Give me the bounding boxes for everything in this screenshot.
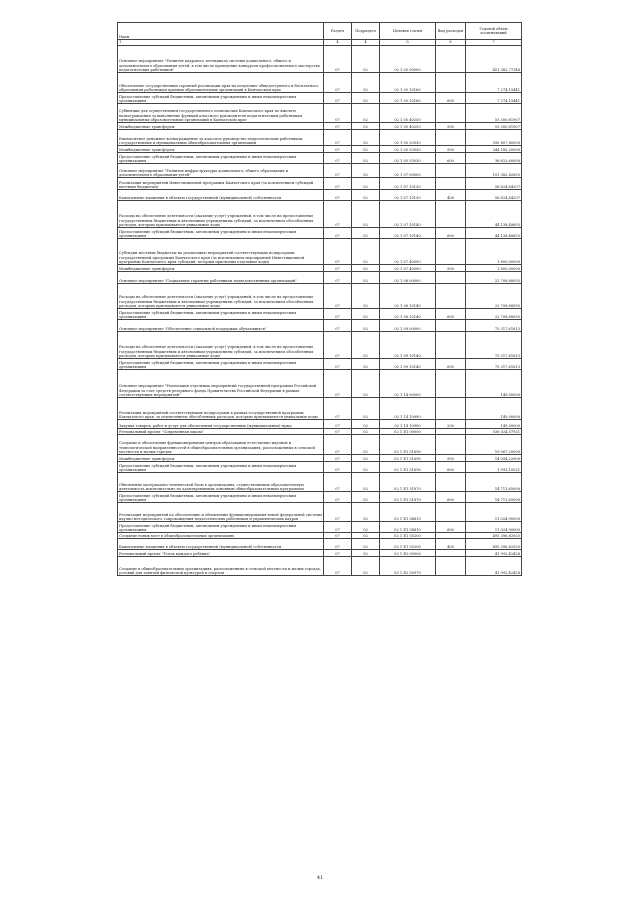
table-body [118,46,522,576]
table-row [118,201,522,228]
row-vr: 500 [436,123,466,130]
table-row [118,239,522,265]
budget-table-page [117,22,521,576]
row-name: Создание в общеобразовательных организациях, расположенных в сельской местности и малых городах, условий для занятий физической культурой и спортом [118,557,324,576]
row-csr: 02 1 05 53030 [380,130,436,146]
header-csr: Целевая статья [380,23,436,40]
row-razdel: 07 [324,309,352,320]
table-row [118,492,522,503]
row-sum: 75 317,61613 [466,359,522,370]
row-csr: 02 1 14 10990 [380,398,436,420]
row-csr: 02 1 14 10990 [380,420,436,429]
row-name: Межбюджетные трансферты [118,146,324,153]
row-csr: 02 1 05 53030 [380,153,436,164]
row-razdel: 07 [324,320,352,332]
header-podrazdel: Подраздел [352,23,380,40]
row-sum: 149,00000 [466,370,522,398]
row-name: Межбюджетные трансферты [118,265,324,272]
row-vr: 600 [436,93,466,104]
row-razdel: 07 [324,272,352,284]
row-podrazdel: 02 [352,462,380,473]
row-podrazdel: 02 [352,272,380,284]
row-csr: 02 1 E1 00000 [380,429,436,435]
row-name: Региональный проект "Современная школа" [118,429,324,435]
row-vr [436,503,466,522]
row-name: Предоставление субсидий бюджетным, автономным учреждениям и иным некоммерческим организациям [118,462,324,473]
row-podrazdel: 02 [352,284,380,309]
row-name: Закупка товаров, работ и услуг для обеспечения государственных (муниципальных) нужд [118,420,324,429]
row-razdel: 07 [324,420,352,429]
table-row [118,228,522,239]
row-csr: 02 1 E1 51690 [380,455,436,462]
row-sum: 14 711,65000 [466,473,522,492]
row-podrazdel: 02 [352,359,380,370]
row-podrazdel: 02 [352,429,380,435]
row-podrazdel: 02 [352,123,380,130]
row-sum: 56 824,84207 [466,190,522,201]
row-csr: 02 1 05 00000 [380,46,436,73]
row-csr: 02 1 05 40250 [380,104,436,123]
row-podrazdel: 02 [352,557,380,576]
row-razdel: 07 [324,164,352,178]
row-csr: 02 1 E1 54810 [380,503,436,522]
row-razdel: 07 [324,153,352,164]
row-name: Реализация мероприятий соответствующих подпрограмм в рамках государственной программы Камчатского края, за исключением обособленных расходов, которым присваиваются уникальные коды [118,398,324,420]
table-row [118,272,522,284]
row-name: Расходы на обеспечение деятельности (оказание услуг) учреждений, в том числе на предоставление государственным бюджетным и автономным учреждениям субсидий, за исключением обособленных расходов, которым присваиваются уникальные коды [118,284,324,309]
table-row [118,104,522,123]
row-csr: 02 1 E1 51870 [380,473,436,492]
row-vr [436,104,466,123]
table-row [118,130,522,146]
row-vr: 600 [436,309,466,320]
table-row [118,309,522,320]
row-name: Создание и обеспечение функционирования центров образования естественно-научной и технологической направленностей в общеобразовательных организациях, расположенных в сельской местности и малых городах [118,435,324,455]
row-podrazdel: 02 [352,73,380,93]
row-podrazdel: 02 [352,239,380,265]
row-podrazdel: 02 [352,332,380,359]
row-csr: 02 1 09 10140 [380,332,436,359]
row-vr [436,398,466,420]
row-podrazdel: 02 [352,473,380,492]
table-row [118,435,522,455]
page-number: 41 [316,875,324,881]
row-name: Предоставление субсидий бюджетным, автономным учреждениям и иным некоммерческим организациям [118,93,324,104]
row-csr: 02 1 07 00000 [380,164,436,178]
table-row [118,164,522,178]
row-razdel: 07 [324,284,352,309]
row-vr: 400 [436,539,466,550]
row-razdel: 07 [324,462,352,473]
row-vr [436,550,466,557]
row-vr: 600 [436,153,466,164]
row-vr: 600 [436,522,466,533]
row-sum: 1 800,00000 [466,239,522,265]
row-podrazdel: 02 [352,420,380,429]
row-csr: 02 1 09 00000 [380,320,436,332]
row-razdel: 07 [324,473,352,492]
row-name: Предоставление субсидий бюджетным, автономным учреждениям и иным некоммерческим организациям [118,492,324,503]
row-sum: 11 024,90000 [466,522,522,533]
table-row [118,522,522,533]
row-name: Предоставление субсидий бюджетным, автономным учреждениям и иным некоммерческим организациям [118,153,324,164]
row-csr: 02 1 05 10160 [380,93,436,104]
row-name: Предоставление субсидий бюджетным, автономным учреждениям и иным некоммерческим организациям [118,309,324,320]
row-podrazdel: 02 [352,190,380,201]
row-vr: 400 [436,190,466,201]
row-name: Обеспечение государственных гарантий реализации прав на получение общедоступного и бесплатного образования работникам краевых образовательных организаций в Камчатском крае [118,73,324,93]
row-csr: 02 1 E1 51690 [380,435,436,455]
row-name: Расходы на обеспечение деятельности (оказание услуг) учреждений, в том числе на предоставление государственным бюджетным и автономным учреждениям субсидий, за исключением обособленных расходов, которым присваиваются уникальные коды [118,332,324,359]
row-name: Субвенции для осуществления государственного полномочия Камчатского края по выплате вознаграждения за выполнение функций классного руководителя педагогическим работникам муниципальных образовательных организаций в Камчатском крае [118,104,324,123]
row-csr: 02 1 07 10130 [380,190,436,201]
colnum-3: 4 [324,40,352,46]
row-vr [436,370,466,398]
row-name: Предоставление субсидий бюджетным, автономным учреждениям и иным некоммерческим организациям [118,359,324,370]
row-name: Региональный проект "Успех каждого ребенка" [118,550,324,557]
row-podrazdel: 02 [352,435,380,455]
row-sum: 11 024,90000 [466,503,522,522]
table-row [118,93,522,104]
row-name: Основное мероприятие "Развитие кадрового потенциала системы дошкольного, общего и дополнительного образования детей, в том числе проведение конкурсов профессионального мастерства педагогических работников" [118,46,324,73]
row-razdel: 07 [324,190,352,201]
header-vr: Вид расходов [436,23,466,40]
row-csr: 02 1 14 00000 [380,370,436,398]
row-name: Капитальные вложения в объекты государственной (муниципальной) собственности [118,190,324,201]
row-podrazdel: 02 [352,533,380,539]
table-row [118,265,522,272]
row-csr: 02 1 05 10160 [380,73,436,93]
row-csr: 02 1 09 10140 [380,359,436,370]
table-row [118,73,522,93]
header-sum: Годовой объем ассигнований [466,23,522,40]
row-sum: 390 807,80000 [466,130,522,146]
table-row [118,473,522,492]
row-vr [436,473,466,492]
row-sum: 14 711,65000 [466,492,522,503]
colnum-5: 5 [380,40,436,46]
table-row [118,557,522,576]
row-sum: 536 024,57921 [466,429,522,435]
row-name: Ежемесячное денежное вознаграждение за классное руководство педагогическим работникам государственных и муниципальных общеобразовательных организаций [118,130,324,146]
table-row [118,455,522,462]
table-row [118,123,522,130]
table-row [118,462,522,473]
row-csr: 02 1 05 53030 [380,146,436,153]
row-vr [436,284,466,309]
table-row [118,503,522,522]
row-name: Создание новых мест в общеобразовательных организациях [118,533,324,539]
row-podrazdel: 02 [352,320,380,332]
colnum-6: 6 [436,40,466,46]
row-csr: 02 1 E1 55200 [380,539,436,550]
row-vr: 600 [436,228,466,239]
row-sum: 22 708,88955 [466,309,522,320]
header-razdel: Раздел [324,23,352,40]
row-vr [436,178,466,190]
row-podrazdel: 02 [352,46,380,73]
row-sum: 149,00000 [466,398,522,420]
table-row [118,539,522,550]
colnum-4: 4 [352,40,380,46]
row-sum: 36 622,60000 [466,153,522,164]
row-podrazdel: 02 [352,265,380,272]
row-sum: 53 300,81907 [466,104,522,123]
row-csr: 02 1 07 10140 [380,201,436,228]
row-razdel: 07 [324,539,352,550]
row-sum: 495 396,62925 [466,533,522,539]
row-csr: 02 1 08 10140 [380,309,436,320]
row-csr: 02 1 E1 51870 [380,492,436,503]
row-razdel: 07 [324,178,352,190]
row-vr: 600 [436,359,466,370]
row-podrazdel: 02 [352,146,380,153]
row-csr: 02 1 E2 00000 [380,550,436,557]
row-vr: 200 [436,420,466,429]
row-vr [436,73,466,93]
row-razdel: 07 [324,239,352,265]
budget-table [117,22,522,576]
row-razdel: 07 [324,370,352,398]
row-podrazdel: 02 [352,550,380,557]
row-sum: 56 824,84207 [466,178,522,190]
row-sum: 495 396,62925 [466,539,522,550]
row-sum: 1 993,10021 [466,462,522,473]
table-row [118,190,522,201]
row-podrazdel: 02 [352,228,380,239]
row-csr: 02 1 07 40090 [380,239,436,265]
row-razdel: 07 [324,503,352,522]
row-razdel: 07 [324,146,352,153]
row-sum: 22 708,88955 [466,272,522,284]
row-razdel: 07 [324,429,352,435]
row-name: Основное мероприятие "Социальные гарантии работникам подведомственных организаций" [118,272,324,284]
row-razdel: 07 [324,228,352,239]
row-sum: 101 382,82855 [466,164,522,178]
row-razdel: 07 [324,265,352,272]
row-sum: 344 185,20000 [466,146,522,153]
row-podrazdel: 02 [352,522,380,533]
row-podrazdel: 02 [352,309,380,320]
row-name: Основное мероприятие "Развитие инфраструктуры дошкольного, общего образования и дополнительного образования детей" [118,164,324,178]
row-sum: 75 317,61613 [466,320,522,332]
row-name: Основное мероприятие "Обеспечение социальной поддержки обучающихся" [118,320,324,332]
row-razdel: 07 [324,73,352,93]
row-sum: 22 708,88955 [466,284,522,309]
row-csr: 02 1 E1 54810 [380,522,436,533]
row-razdel: 07 [324,359,352,370]
colnum-1: 1 [118,40,324,46]
row-podrazdel: 02 [352,153,380,164]
table-row [118,370,522,398]
table-row [118,284,522,309]
table-row [118,178,522,190]
row-sum: 75 317,61613 [466,332,522,359]
row-csr: 02 1 05 40250 [380,123,436,130]
row-podrazdel: 02 [352,104,380,123]
row-podrazdel: 02 [352,164,380,178]
row-vr: 600 [436,462,466,473]
row-csr: 02 1 07 40090 [380,265,436,272]
row-vr [436,557,466,576]
row-razdel: 07 [324,522,352,533]
row-csr: 02 1 E2 50970 [380,557,436,576]
row-podrazdel: 02 [352,178,380,190]
table-row [118,398,522,420]
row-podrazdel: 02 [352,201,380,228]
row-name: Предоставление субсидий бюджетным, автономным учреждениям и иным некоммерческим организациям [118,228,324,239]
row-vr: 500 [436,265,466,272]
row-name: Предоставление субсидий бюджетным, автономным учреждениям и иным некоммерческим организациям [118,522,324,533]
row-vr: 600 [436,492,466,503]
row-razdel: 07 [324,93,352,104]
row-razdel: 07 [324,104,352,123]
row-sum: 44 138,48855 [466,228,522,239]
row-vr [436,239,466,265]
table-row [118,332,522,359]
row-podrazdel: 02 [352,130,380,146]
colnum-7: 7 [466,40,522,46]
row-vr [436,332,466,359]
table-header-row [118,23,522,40]
row-razdel: 07 [324,550,352,557]
row-razdel: 07 [324,332,352,359]
row-podrazdel: 02 [352,370,380,398]
row-name: Межбюджетные трансферты [118,123,324,130]
row-vr [436,272,466,284]
row-vr [436,164,466,178]
row-sum: 53 300,81907 [466,123,522,130]
table-row [118,320,522,332]
row-razdel: 07 [324,398,352,420]
row-podrazdel: 02 [352,539,380,550]
row-podrazdel: 02 [352,93,380,104]
row-name: Основное мероприятие "Реализация отдельных мероприятий государственной программы Российской Федерации за счет средств резервного фонда Правительства Российской Федерации в рамках соответствующих мероприятий" [118,370,324,398]
row-razdel: 07 [324,123,352,130]
row-razdel: 07 [324,201,352,228]
row-razdel: 07 [324,557,352,576]
row-razdel: 07 [324,130,352,146]
table-row [118,550,522,557]
row-csr: 02 1 E1 55200 [380,533,436,539]
row-razdel: 07 [324,455,352,462]
table-row [118,146,522,153]
row-razdel: 07 [324,435,352,455]
row-name: Субсидии местным бюджетам на реализацию мероприятий соответствующих подпрограмм государственной программы Камчатского края (за исключением мероприятий Инвестиционной программы Камчатского края субсидий, которым присвоены отдельные коды) [118,239,324,265]
row-sum: 19 067,20000 [466,435,522,455]
row-sum: 7 274,15441 [466,73,522,93]
row-vr: 500 [436,455,466,462]
row-csr: 02 1 E1 51690 [380,462,436,473]
row-razdel: 07 [324,46,352,73]
row-vr [436,130,466,146]
table-row [118,153,522,164]
row-sum: 14 094,22900 [466,455,522,462]
row-vr [436,46,466,73]
row-podrazdel: 02 [352,503,380,522]
row-csr: 02 1 08 00000 [380,272,436,284]
row-csr: 02 1 08 10140 [380,284,436,309]
row-vr [436,201,466,228]
row-sum: 7 274,15441 [466,93,522,104]
header-name: Наим [118,23,324,40]
row-vr: 500 [436,146,466,153]
table-row [118,359,522,370]
row-podrazdel: 02 [352,398,380,420]
row-vr [436,320,466,332]
row-csr: 02 1 07 10130 [380,178,436,190]
row-sum: 41 992,42428 [466,557,522,576]
row-podrazdel: 02 [352,492,380,503]
row-name: Реализация мероприятий Инвестиционной программы Камчатского края (за исключением субсидий местным бюджетам) [118,178,324,190]
row-name: Расходы на обеспечение деятельности (оказание услуг) учреждений, в том числе на предоставление государственным бюджетным и автономным учреждениям субсидий, за исключением обособленных расходов, которым присваиваются уникальные коды [118,201,324,228]
row-csr: 02 1 07 10140 [380,228,436,239]
row-sum: 451 382,77348 [466,46,522,73]
row-razdel: 07 [324,492,352,503]
table-row [118,420,522,429]
row-name: Межбюджетные трансферты [118,455,324,462]
row-sum: 1 800,00000 [466,265,522,272]
row-name: Реализация мероприятий по обеспечению и обновлению функционирования новой федеральной системы научно-методического сопровождения педагогических работников и управленческих кадров [118,503,324,522]
row-sum: 41 992,42428 [466,550,522,557]
row-name: Обновление материально-технической базы в организациях, осуществляющих образовательную деятельность исключительно по адаптированным основным общеобразовательным программам [118,473,324,492]
row-name: Капитальные вложения в объекты государственной (муниципальной) собственности [118,539,324,550]
row-vr [436,435,466,455]
table-row [118,46,522,73]
row-razdel: 07 [324,533,352,539]
row-sum: 44 138,48855 [466,201,522,228]
row-podrazdel: 02 [352,455,380,462]
row-sum: 149,00000 [466,420,522,429]
